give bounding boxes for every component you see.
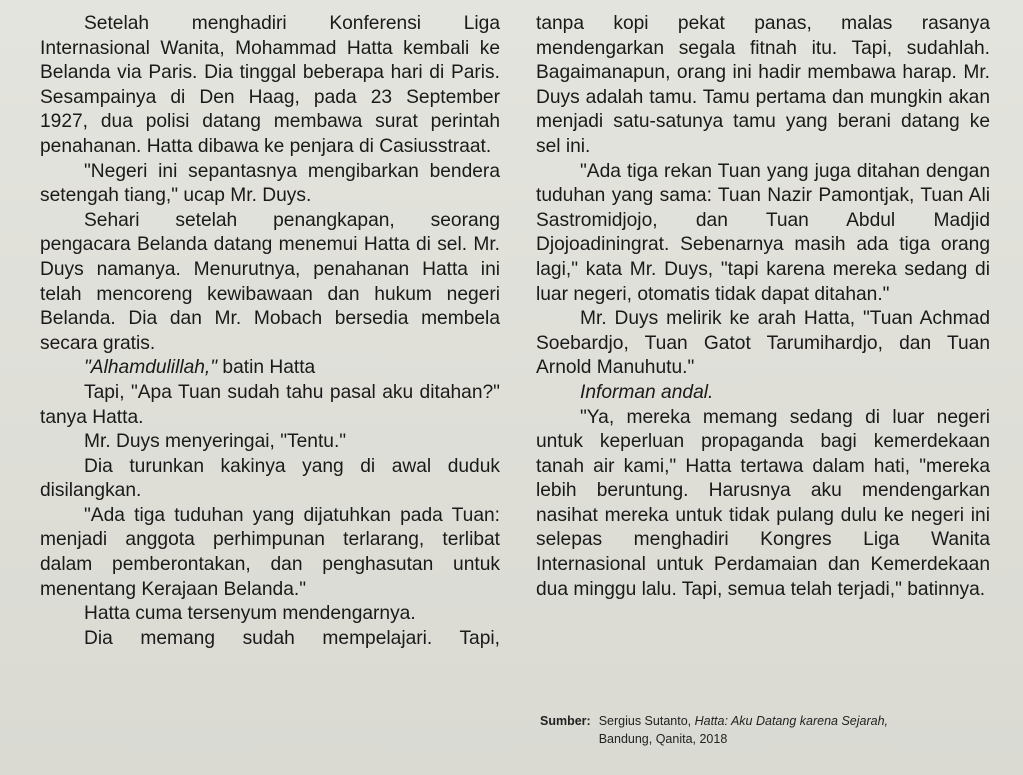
paragraph: "Ada tiga rekan Tuan yang juga ditahan dengan tuduhan yang sama: Tuan Nazir Pamontjak, Tuan Ali Sastromidjojo, dan Tuan Abdul Madjid Djojoadiningrat. Sebenarnya masih ada tiga orang lagi," kata Mr. Duys, "tapi karena mereka sedang di luar negeri, otomatis tidak dapat ditahan." [536,160,990,305]
right-column [536,12,990,602]
paragraph: Informan andal. [580,381,714,403]
paragraph: Mr. Duys melirik ke arah Hatta, "Tuan Achmad Soebardjo, Tuan Gatot Tarumihardjo, dan Tuan Arnold Manuhutu." [536,308,990,379]
paragraph: Mr. Duys menyeringai, "Tentu." [84,431,347,453]
paragraph [40,356,500,381]
paragraph: Tapi, "Apa Tuan sudah tahu pasal aku ditahan?" tanya Hatta. [40,381,500,428]
source-publisher: Bandung, Qanita, 2018 [598,732,728,746]
paragraph: "Ya, mereka memang sedang di luar negeri untuk keperluan propaganda bagi kemerdekaan tanah air kami," Hatta tertawa dalam hati, "mereka lebih beruntung. Harusnya aku mendengarkan nasihat mereka untuk tidak pulang dulu ke negeri ini selepas menghadiri Kongres Liga Wanita Internasional untuk Perdamaian dan Kemerdekaan dua minggu lalu. Tapi, semua telah terjadi," batinnya. [536,406,990,600]
source-citation [540,712,990,748]
source-text [599,712,990,748]
paragraph: Dia turunkan kakinya yang di awal duduk disilangkan. [40,455,500,502]
paragraph: "Negeri ini sepantasnya mengibarkan bendera setengah tiang," ucap Mr. Duys. [40,160,500,207]
paragraph-text: batin Hatta [217,357,316,379]
paragraph: Dia memang sudah mempelajari. Tapi, [84,627,500,649]
paragraph: Setelah menghadiri Konferensi Liga Internasional Wanita, Mohammad Hatta kembali ke Belanda via Paris. Dia tinggal beberapa hari di Paris. Sesampainya di Den Haag, pada 23 September 1927, dua polisi datang membawa surat perintah penahanan. Hatta dibawa ke penjara di Casiusstraat. [40,13,500,157]
left-column [40,12,500,651]
paragraph: tanpa kopi pekat panas, malas rasanya mendengarkan segala fitnah itu. Tapi, sudahlah. Bagaimanapun, orang ini hadir membawa harap. Mr. Duys adalah tamu. Tamu pertama dan mungkin akan menjadi satu-satunya tamu yang berani datang ke sel ini. [536,13,990,157]
source-title: Hatta: Aku Datang karena Sejarah, [694,714,889,728]
source-label: Sumber: [540,714,591,728]
paragraph: Hatta cuma tersenyum mendengarnya. [84,603,416,625]
paragraph: Sehari setelah penangkapan, seorang pengacara Belanda datang menemui Hatta di sel. Mr. Duys namanya. Menurutnya, penahanan Hatta ini telah mencoreng kewibawaan dan hukum negeri Belanda. Dia dan Mr. Mobach bersedia membela secara gratis. [40,209,500,354]
source-author: Sergius Sutanto, [598,714,692,728]
italic-exclamation: "Alhamdulillah," [84,357,218,379]
paragraph: "Ada tiga tuduhan yang dijatuhkan pada Tuan: menjadi anggota perhimpunan terlarang, terlibat dalam pemberontakan, dan penghasutan untuk menentang Kerajaan Belanda." [40,504,500,600]
